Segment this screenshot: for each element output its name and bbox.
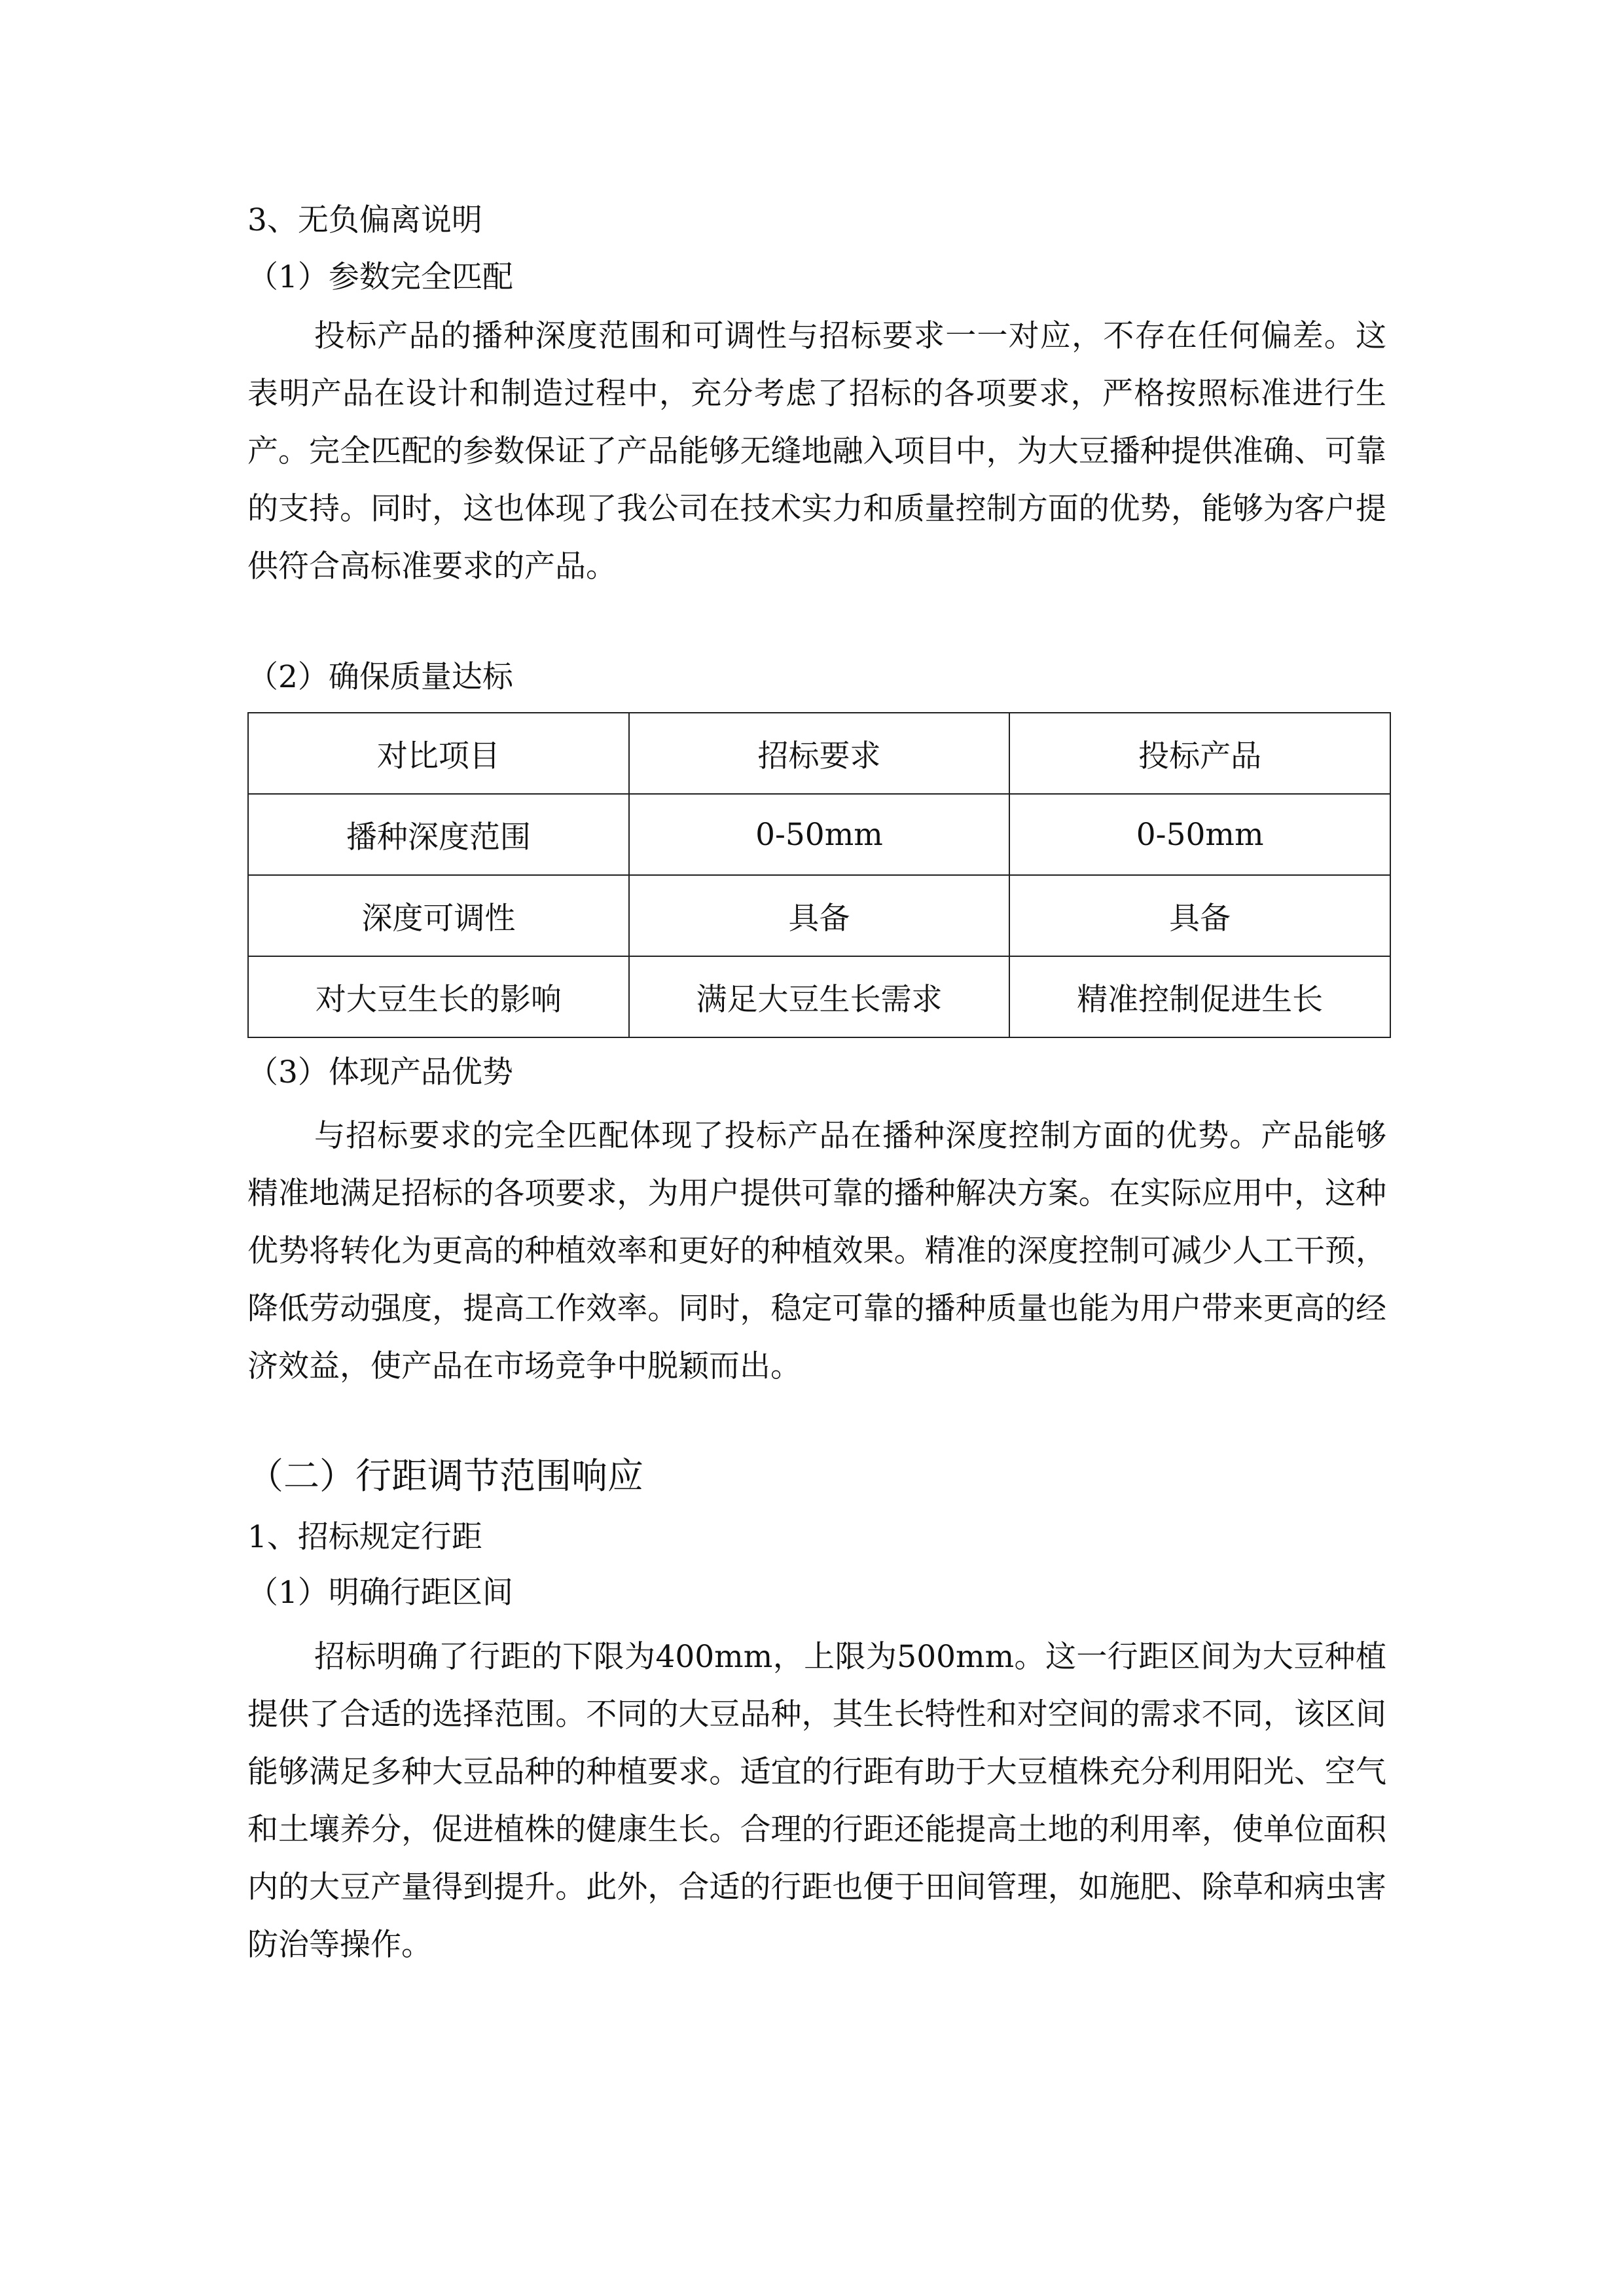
paragraph-row-spacing-range: 招标明确了行距的下限为400mm，上限为500mm。这一行距区间为大豆种植提供了合适的选择范围。不同的大豆品种，其生长特性和对空间的需求不同，该区间能够满足多种大豆品种的种植要求。适宜的行距有助于大豆植株充分利用阳光、空气和土壤养分，促进植株的健康生长。合理的行距还能提高土地的利用率，使单位面积内的大豆产量得到提升。此外，合适的行距也便于田间管理，如施肥、除草和病虫害防治等操作。: [247, 1639, 1386, 1963]
table-cell: 满足大豆生长需求: [629, 956, 1010, 1037]
table-row: [248, 875, 1390, 956]
table-cell: 深度可调性: [248, 875, 629, 956]
subheading-row-spacing-range: （1）明确行距区间: [247, 1575, 513, 1611]
subheading-product-advantage: （3）体现产品优势: [247, 1054, 513, 1090]
paragraph-parameter-match: 投标产品的播种深度范围和可调性与招标要求一一对应，不存在任何偏差。这表明产品在设计和制造过程中，充分考虑了招标的各项要求，严格按照标准进行生产。完全匹配的参数保证了产品能够无缝地融入项目中，为大豆播种提供准确、可靠的支持。同时，这也体现了我公司在技术实力和质量控制方面的优势，能够为客户提供符合高标准要求的产品。: [247, 318, 1386, 584]
heading-no-negative-deviation: 3、无负偏离说明: [247, 202, 482, 238]
table-cell: 对大豆生长的影响: [248, 956, 629, 1037]
subheading-parameter-match: （1）参数完全匹配: [247, 259, 513, 295]
paragraph-product-advantage: 与招标要求的完全匹配体现了投标产品在播种深度控制方面的优势。产品能够精准地满足招标的各项要求，为用户提供可靠的播种解决方案。在实际应用中，这种优势将转化为更高的种植效率和更好的种植效果。精准的深度控制可减少人工干预，降低劳动强度，提高工作效率。同时，稳定可靠的播种质量也能为用户带来更高的经济效益，使产品在市场竞争中脱颖而出。: [247, 1118, 1386, 1384]
table-cell: 播种深度范围: [248, 794, 629, 875]
comparison-table: [247, 712, 1391, 1038]
heading-tender-row-spacing: 1、招标规定行距: [247, 1519, 482, 1555]
table-header-cell: 招标要求: [629, 713, 1010, 794]
subheading-quality-assurance: （2）确保质量达标: [247, 659, 513, 695]
table-header-row: [248, 713, 1390, 794]
table-header-cell: 投标产品: [1009, 713, 1390, 794]
table-cell: 0-50mm: [1009, 794, 1390, 875]
table-row: [248, 794, 1390, 875]
table-cell: 具备: [1009, 875, 1390, 956]
table-cell: 具备: [629, 875, 1010, 956]
table-cell: 0-50mm: [629, 794, 1010, 875]
section-row-spacing-response: （二）行距调节范围响应: [247, 1455, 644, 1497]
table-header-cell: 对比项目: [248, 713, 629, 794]
table-row: [248, 956, 1390, 1037]
table-cell: 精准控制促进生长: [1009, 956, 1390, 1037]
